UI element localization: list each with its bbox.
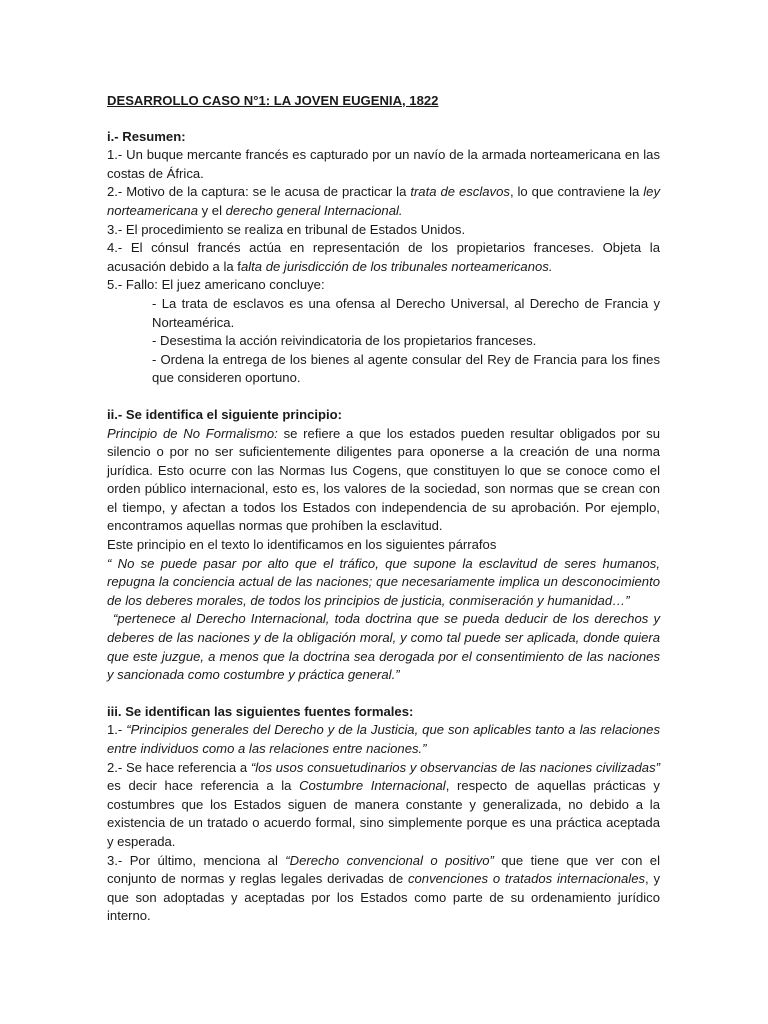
principle-text: se refiere a que los estados pueden resultar obligados por su silencio o por no ser suficientemente diligentes para oponerse a la creación de una norma jurídica. Esto ocurre con las Normas Ius Cogens, que constituyen lo que se conoce como el orden público internacional, esto es, los valores de la sociedad, son normas que se crean con el tiempo, y afectan a todos los Estados con independencia de su aprobación. Por ejemplo, encontramos aquellas normas que prohíben la esclavitud.: [107, 425, 661, 534]
emphasis-trata: trata de esclavos: [410, 184, 510, 200]
fallo-sub-item-2: - Desestima la acción reivindicatoria de los propietarios franceses.: [152, 333, 537, 349]
text-span: y el: [197, 202, 226, 218]
text-span: es decir hace referencia a la: [107, 778, 300, 794]
fallo-sub-item-1: - La trata de esclavos es una ofensa al Derecho Universal, al Derecho de Francia y Norteamérica.: [152, 295, 660, 330]
resumen-item-4: [107, 239, 660, 276]
emphasis-derecho-convencional: “Derecho convencional o positivo”: [285, 852, 494, 868]
emphasis-derecho: derecho general Internacional.: [225, 202, 403, 218]
resumen-item-2: [107, 183, 660, 220]
spacer: [107, 388, 660, 406]
quotes-intro: Este principio en el texto lo identificamos en los siguientes párrafos: [107, 537, 497, 553]
fuente-item-1: [107, 721, 660, 758]
resumen-item-5: 5.- Fallo: El juez americano concluye:: [107, 277, 325, 293]
section-heading-resumen: i.- Resumen:: [107, 128, 186, 144]
text-span: 2.- Se hace referencia a: [107, 759, 251, 775]
emphasis-ley: ley norteamericana: [107, 184, 661, 218]
quote-1-text: “ No se puede pasar por alto que el tráfico, que supone la esclavitud de seres humanos, repugna la conciencia actual de las naciones; que necesariamente implica un desconocimiento de los deberes morales, de todos los principios de justicia, conmiseración y humanidad…”: [107, 555, 660, 608]
fuente-item-2: [107, 759, 660, 852]
principle-name: Principio de No Formalismo:: [107, 425, 278, 441]
quote-2: [107, 610, 660, 684]
text-span: , y que son adoptadas y aceptadas por los Estados como parte de su ordenamiento jurídico interno.: [107, 871, 661, 924]
emphasis-jurisdiccion: alta de jurisdicción de los tribunales norteamericanos.: [240, 258, 553, 274]
emphasis-principios: “Principios generales del Derecho y de la Justicia, que son aplicables tanto a las relaciones entre individuos como a las relaciones entre naciones.”: [107, 722, 660, 756]
text-span: , respecto de aquellas prácticas y costumbres que los Estados siguen de manera constante y generalizada, no debido a la existencia de un tratado o acuerdo formal, sino simplemente porque es una práctica aceptada y esperada.: [107, 778, 660, 849]
quote-2-text: “pertenece al Derecho Internacional, toda doctrina que se pueda deducir de los derechos y deberes de las naciones y de la obligación moral, y como tal puede ser aplicada, donde quiera que este juzgue, a menos que la doctrina sea derogada por el consentimiento de las naciones y sancionada como costumbre y práctica general.”: [107, 611, 660, 683]
principle-paragraph: [107, 425, 660, 537]
fallo-sub-item-3: - Ordena la entrega de los bienes al agente consular del Rey de Francia para los fines que consideren oportuno.: [152, 351, 660, 386]
section-heading-principio: ii.- Se identifica el siguiente principio:: [107, 406, 342, 422]
resumen-item-1: 1.- Un buque mercante francés es capturado por un navío de la armada norteamericana en las costas de África.: [107, 147, 660, 181]
fuente-item-3: [107, 852, 660, 926]
emphasis-usos: “los usos consuetudinarios y observancias de las naciones civilizadas”: [250, 759, 660, 775]
document-title: DESARROLLO CASO N°1: LA JOVEN EUGENIA, 1822: [107, 93, 439, 108]
quote-1: [107, 555, 660, 611]
section-heading-fuentes: iii. Se identifican las siguientes fuentes formales:: [107, 703, 414, 719]
text-span: que tiene que ver con el conjunto de normas y reglas legales derivadas de: [107, 852, 660, 887]
text-span: 4.- El cónsul francés actúa en representación de los propietarios franceses. Objeta la acusación debido a la f: [107, 240, 660, 274]
text-span: 1.-: [107, 722, 127, 738]
resumen-item-3: 3.- El procedimiento se realiza en tribunal de Estados Unidos.: [107, 221, 466, 237]
text-span: 3.- Por último, menciona al: [107, 852, 286, 868]
text-span: , lo que contraviene la: [509, 184, 644, 200]
emphasis-costumbre: Costumbre Internacional: [299, 778, 446, 794]
emphasis-tratados: convenciones o tratados internacionales: [407, 871, 646, 887]
spacer: [107, 685, 660, 703]
text-span: 2.- Motivo de la captura: se le acusa de practicar la: [107, 184, 411, 200]
